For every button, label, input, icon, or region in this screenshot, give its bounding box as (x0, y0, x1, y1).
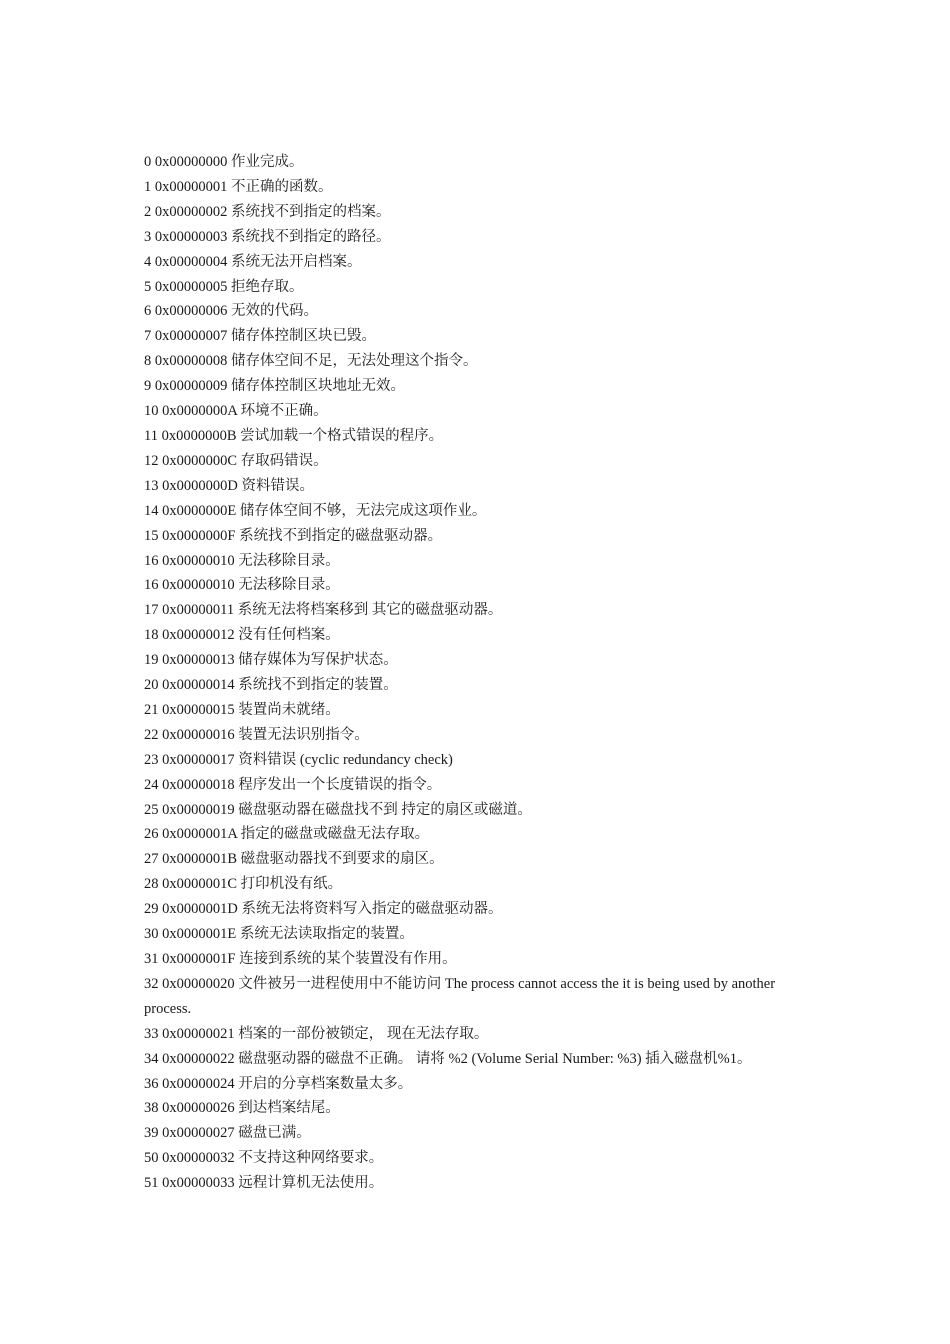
list-item: 4 0x00000004 系统无法开启档案。 (144, 253, 362, 270)
list-item: 13 0x0000000D 资料错误。 (144, 477, 314, 494)
list-item: 23 0x00000017 资料错误 (cyclic redundancy check) (144, 751, 453, 768)
list-item: 9 0x00000009 储存体控制区块地址无效。 (144, 378, 405, 395)
list-item: 11 0x0000000B 尝试加载一个格式错误的程序。 (144, 427, 444, 444)
list-item: 1 0x00000001 不正确的函数。 (144, 178, 333, 195)
list-item: 12 0x0000000C 存取码错误。 (144, 452, 328, 469)
list-item: 38 0x00000026 到达档案结尾。 (144, 1100, 340, 1117)
list-item: 24 0x00000018 程序发出一个长度错误的指令。 (144, 776, 442, 793)
list-item: 21 0x00000015 装置尚未就绪。 (144, 701, 340, 718)
list-item: 34 0x00000022 磁盘驱动器的磁盘不正确。 请将 %2 (Volume Serial Number: %3) 插入磁盘机%1。 (144, 1050, 752, 1067)
list-item: 20 0x00000014 系统找不到指定的装置。 (144, 677, 398, 694)
list-item: 27 0x0000001B 磁盘驱动器找不到要求的扇区。 (144, 851, 444, 868)
list-item: 50 0x00000032 不支持这种网络要求。 (144, 1150, 384, 1167)
list-item: 31 0x0000001F 连接到系统的某个装置没有作用。 (144, 951, 457, 967)
list-item: 15 0x0000000F 系统找不到指定的磁盘驱动器。 (144, 527, 443, 544)
list-item: 22 0x00000016 装置无法识别指令。 (144, 726, 369, 743)
error-code-list (144, 150, 794, 1196)
list-item: 26 0x0000001A 指定的磁盘或磁盘无法存取。 (144, 826, 430, 843)
list-item: 29 0x0000001D 系统无法将资料写入指定的磁盘驱动器。 (144, 901, 503, 918)
list-item: 16 0x00000010 无法移除目录。 (144, 577, 340, 594)
list-item: 39 0x00000027 磁盘已满。 (144, 1125, 311, 1142)
list-item: 8 0x00000008 储存体空间不足，无法处理这个指令。 (144, 353, 478, 370)
list-item: 3 0x00000003 系统找不到指定的路径。 (144, 228, 391, 245)
list-item: 5 0x00000005 拒绝存取。 (144, 278, 304, 295)
list-item: 0 0x00000000 作业完成。 (144, 154, 304, 170)
list-item: 32 0x00000020 文件被另一进程使用中不能访问 The process cannot access the it is being used by another process. (144, 975, 776, 1017)
list-item: 7 0x00000007 储存体控制区块已毁。 (144, 328, 376, 345)
list-item: 30 0x0000001E 系统无法读取指定的装置。 (144, 926, 414, 943)
list-item: 18 0x00000012 没有任何档案。 (144, 627, 340, 644)
list-item: 2 0x00000002 系统找不到指定的档案。 (144, 203, 391, 220)
list-item: 16 0x00000010 无法移除目录。 (144, 552, 340, 569)
list-item: 25 0x00000019 磁盘驱动器在磁盘找不到 持定的扇区或磁道。 (144, 801, 532, 818)
list-item: 14 0x0000000E 储存体空间不够，无法完成这项作业。 (144, 502, 487, 519)
list-item: 17 0x00000011 系统无法将档案移到 其它的磁盘驱动器。 (144, 602, 503, 619)
list-item: 19 0x00000013 储存媒体为写保护状态。 (144, 652, 398, 669)
list-item: 6 0x00000006 无效的代码。 (144, 303, 318, 320)
list-item: 33 0x00000021 档案的一部份被锁定， 现在无法存取。 (144, 1025, 489, 1042)
list-item: 28 0x0000001C 打印机没有纸。 (144, 876, 343, 893)
list-item: 51 0x00000033 远程计算机无法使用。 (144, 1175, 384, 1192)
list-item: 10 0x0000000A 环境不正确。 (144, 403, 328, 420)
list-item: 36 0x00000024 开启的分享档案数量太多。 (144, 1075, 413, 1092)
